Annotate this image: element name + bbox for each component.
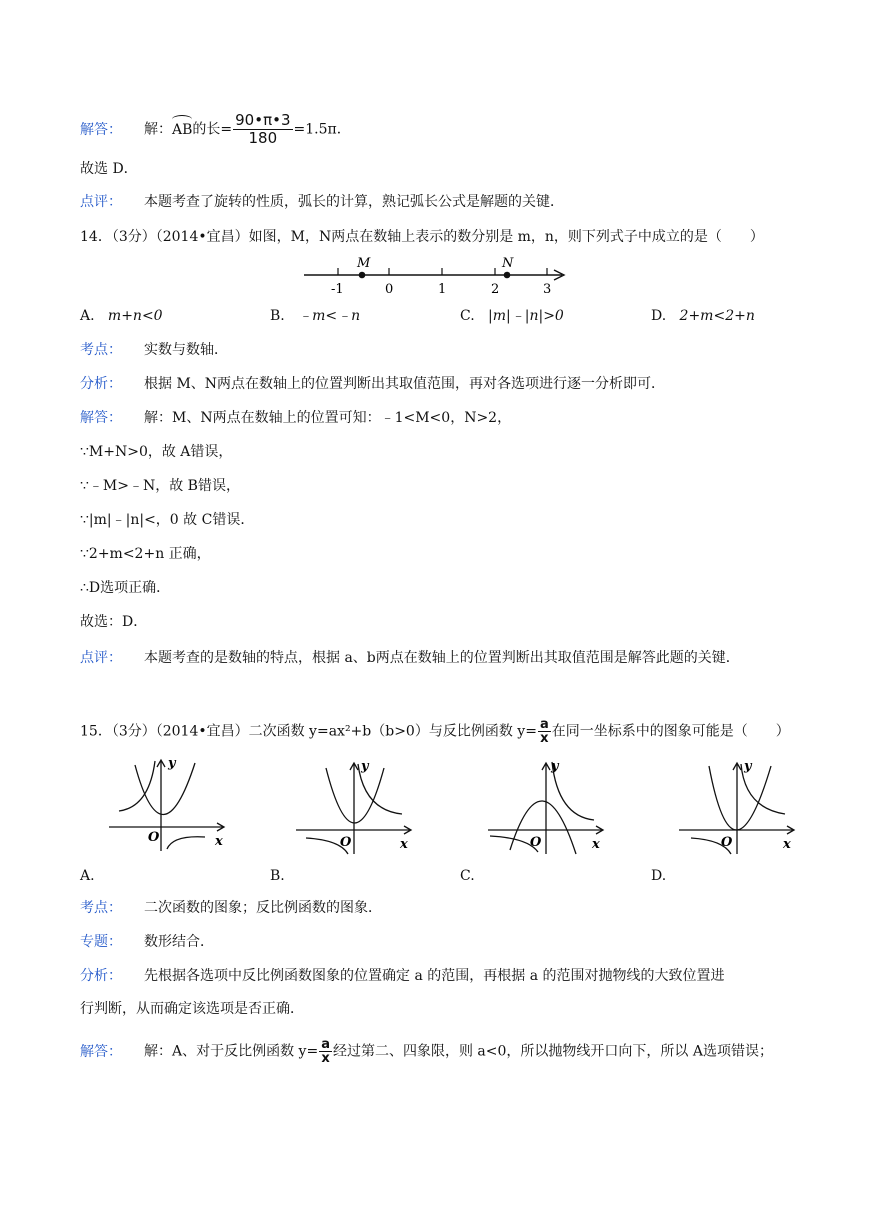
q13-choice: 故选 D． (80, 161, 138, 177)
label-m: M (357, 256, 371, 271)
jieda-label: 解答： (80, 1043, 122, 1060)
graph-option-c (484, 758, 614, 856)
origin-label: O (340, 835, 352, 850)
q15-kaodian-row (80, 898, 382, 918)
zhuanti-text: 数形结合． (144, 934, 214, 950)
option-letter: B. (270, 308, 285, 324)
tick-label: 3 (543, 282, 552, 297)
jieda-text-b: 经过第二、四象限，则 a<0，所以抛物线开口向下，所以 A选项错误； (332, 1043, 773, 1060)
dianping-text: 本题考查的是数轴的特点，根据 a、b两点在数轴上的位置判断出其取值范围是解答此题的关键． (144, 650, 740, 666)
option-letter: A. (80, 308, 95, 324)
tick-label: 2 (491, 282, 500, 297)
solution-step: ∵﹣M>﹣N，故 B错误， (80, 478, 240, 494)
axis-label-y: y (744, 759, 752, 774)
fraction-numerator: a (539, 717, 549, 732)
q14-kaodian-row (80, 340, 228, 360)
arc-length-text: 的长= (192, 121, 233, 138)
tick-label: 0 (385, 282, 394, 297)
kaodian-text: 二次函数的图象；反比例函数的图象． (144, 900, 382, 916)
fenxi-label: 分析： (80, 968, 122, 984)
option-a (80, 306, 163, 326)
solution-step: ∵M+N>0，故 A错误， (80, 444, 233, 460)
axis-label-x: x (400, 837, 408, 852)
comment-text: 本题考查了旋转的性质，弧长的计算，熟记弧长公式是解题的关键． (144, 194, 564, 210)
graph-option-letter: A. (80, 868, 95, 884)
graph-option-a (105, 755, 235, 853)
arc-ab: AB (172, 121, 193, 138)
q14-fenxi-row (80, 374, 665, 394)
jieda-fraction (319, 1038, 332, 1065)
graph-option-letter: C. (460, 868, 475, 884)
kaodian-label: 考点： (80, 900, 122, 916)
fraction-denominator: x (540, 731, 549, 746)
option-text: ﹣m<﹣n (298, 308, 361, 324)
stem-fraction (538, 718, 551, 745)
zhuanti-label: 专题： (80, 934, 122, 950)
jieda-text: 解：M、N两点在数轴上的位置可知：﹣1<M<0，N>2， (144, 410, 512, 426)
q15-stem-b: 在同一坐标系中的图象可能是（ ） (551, 723, 790, 740)
q15-zhuanti-row (80, 932, 214, 952)
point-n (504, 272, 511, 279)
q15-jieda-row (80, 1038, 773, 1065)
q13-answer-row (80, 112, 351, 147)
axis-label-x: x (592, 837, 600, 852)
option-letter: D. (651, 308, 667, 324)
axis-label-y: y (168, 756, 176, 771)
fraction-numerator: 90•π•3 (235, 111, 291, 129)
q14-stem: 14．（3分）（2014•宜昌）如图，M，N两点在数轴上表示的数分别是 m，n，则下列式子中成立的是（ ） (80, 229, 764, 245)
jieda-text-a: 解：A、对于反比例函数 y= (144, 1043, 319, 1060)
comment-label: 点评： (80, 194, 122, 210)
option-text: 2+m<2+n (679, 308, 755, 324)
q13-comment-row (80, 192, 564, 212)
axis-label-y: y (361, 759, 369, 774)
axis-label-x: x (215, 834, 223, 849)
option-b (270, 306, 360, 326)
fraction-denominator: 180 (248, 129, 278, 147)
q14-choice: 故选：D． (80, 614, 148, 630)
option-d (651, 306, 755, 326)
option-text: m+n<0 (107, 308, 163, 324)
number-line-figure (300, 255, 572, 297)
graph-option-d (675, 758, 805, 856)
fenxi-text: 先根据各选项中反比例函数图象的位置确定 a 的范围，再根据 a 的范围对抛物线的大致位置进 (144, 968, 725, 984)
arc-length-result: =1.5π． (293, 121, 351, 138)
origin-label: O (530, 835, 542, 850)
fenxi-text: 根据 M、N两点在数轴上的位置判断出其取值范围，再对各选项进行逐一分析即可． (144, 376, 666, 392)
dianping-label: 点评： (80, 650, 122, 666)
origin-label: O (148, 830, 160, 845)
graph-option-letter: B. (270, 868, 285, 884)
q15-stem-a: 15．（3分）（2014•宜昌）二次函数 y=ax²+b（b>0）与反比例函数 y= (80, 723, 537, 740)
graph-option-b (292, 758, 422, 856)
q15-fenxi-continuation: 行判断，从而确定该选项是否正确． (80, 1001, 304, 1017)
answer-prefix: 解： (144, 121, 172, 138)
solution-step: ∴D选项正确． (80, 580, 171, 596)
option-letter: C. (460, 308, 475, 324)
q15-fenxi-row (80, 966, 725, 986)
q14-dianping-row (80, 648, 740, 668)
q15-stem (80, 718, 790, 745)
axis-label-y: y (551, 759, 559, 774)
jieda-label: 解答： (80, 410, 122, 426)
option-text: |m|﹣|n|>0 (488, 308, 564, 324)
kaodian-text: 实数与数轴． (144, 342, 228, 358)
option-c (460, 306, 564, 326)
axis-label-x: x (783, 837, 791, 852)
q14-jieda-row (80, 408, 511, 428)
tick-label: -1 (331, 282, 344, 297)
arc-length-fraction (233, 112, 292, 147)
tick-label: 1 (438, 282, 447, 297)
fraction-denominator: x (321, 1051, 330, 1066)
answer-label: 解答： (80, 121, 122, 138)
fraction-numerator: a (321, 1037, 330, 1052)
point-m (359, 272, 366, 279)
solution-step: ∵|m|﹣|n|<，0 故 C错误． (80, 512, 255, 528)
kaodian-label: 考点： (80, 342, 122, 358)
fenxi-label: 分析： (80, 376, 122, 392)
origin-label: O (721, 835, 733, 850)
solution-step: ∵2+m<2+n 正确， (80, 546, 211, 562)
label-n: N (502, 256, 514, 271)
graph-option-letter: D. (651, 868, 667, 884)
